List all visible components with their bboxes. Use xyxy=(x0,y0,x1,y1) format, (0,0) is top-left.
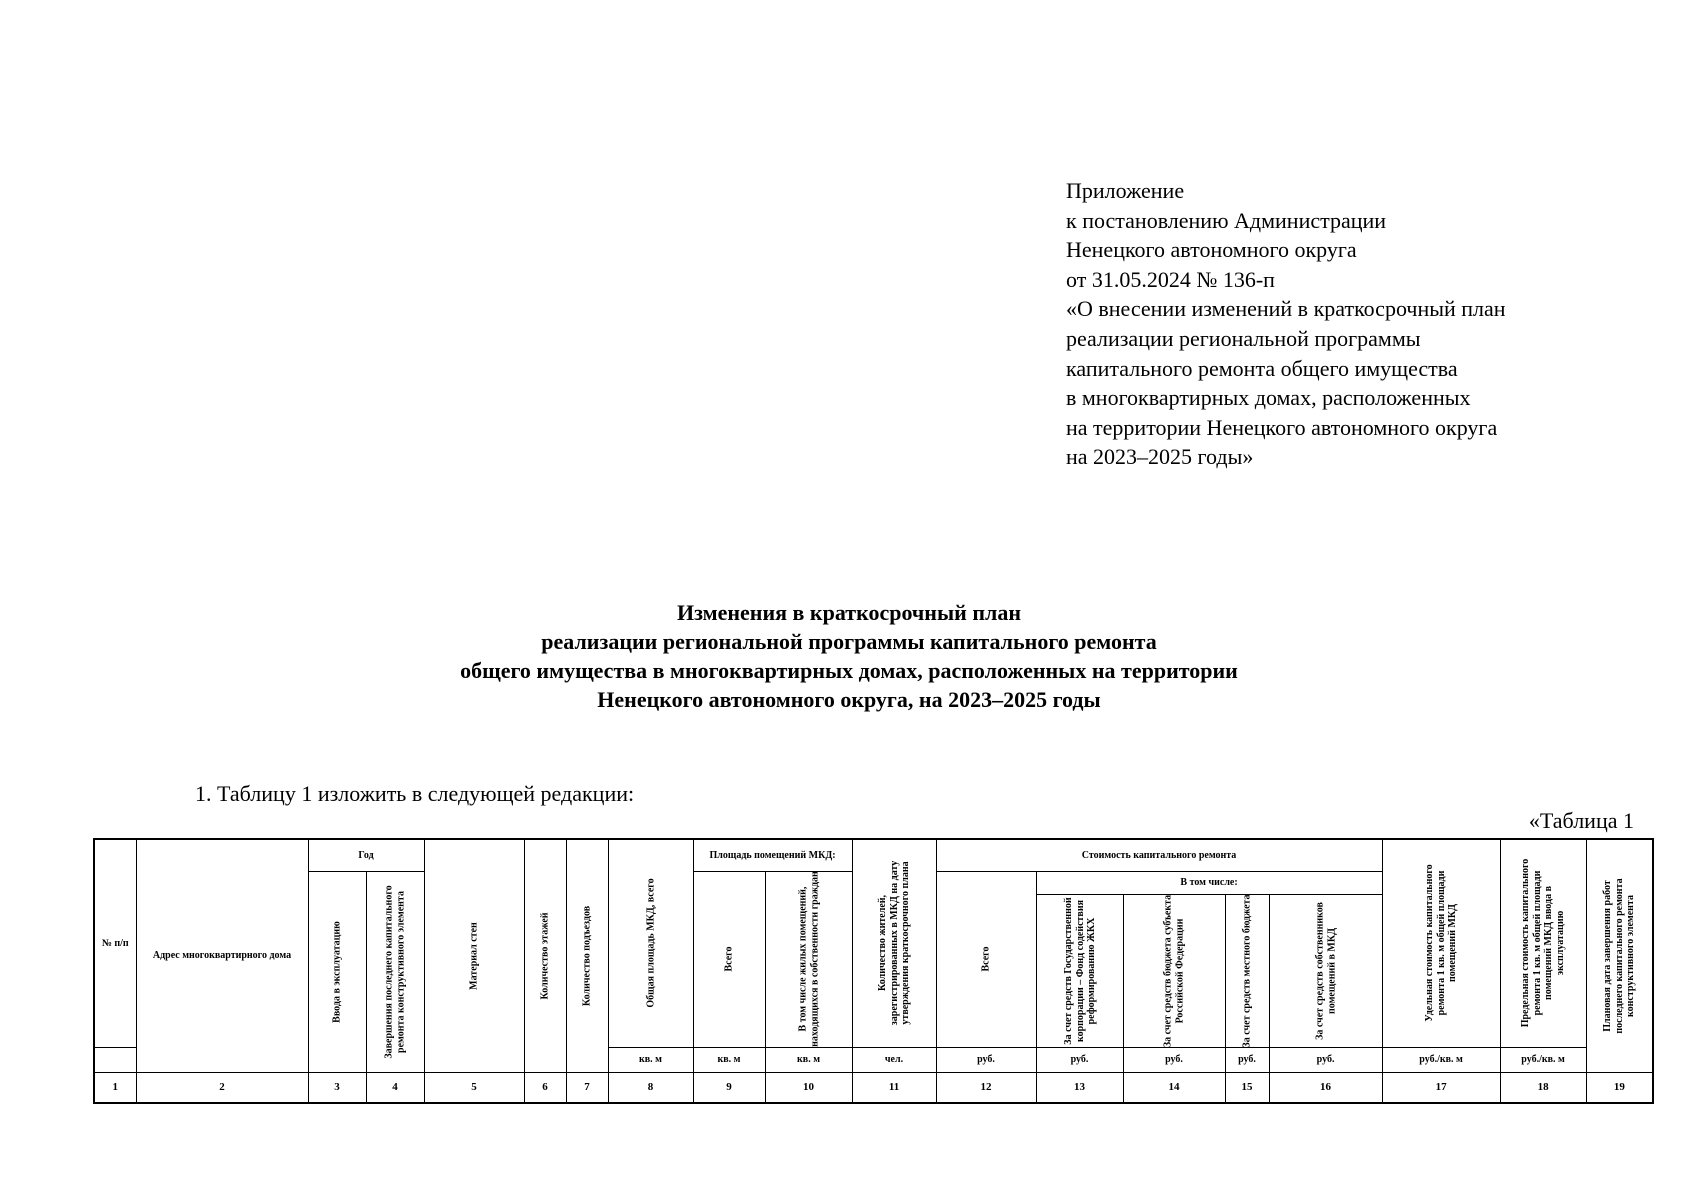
unit-cost-local: руб. xyxy=(1225,1047,1269,1072)
header-floors: Количество этажей xyxy=(524,839,566,1073)
header-limit-cost: Предельная стоимость капитального ремонта 1 кв. м общей площади помещений МКД ввода в эксплуатацию xyxy=(1500,839,1586,1047)
table-label: «Таблица 1 xyxy=(1528,808,1634,833)
header-cost-total: Всего xyxy=(936,871,1036,1047)
column-number: 7 xyxy=(566,1073,608,1103)
column-number: 5 xyxy=(424,1073,524,1103)
header-cost-local: За счет средств местного бюджета xyxy=(1225,895,1269,1048)
list-item-instruction: 1. Таблицу 1 изложить в следующей редакции: xyxy=(195,781,635,806)
column-number: 11 xyxy=(852,1073,936,1103)
unit-residents: чел. xyxy=(852,1047,936,1072)
unit-area-total: кв. м xyxy=(693,1047,765,1072)
unit-total-area: кв. м xyxy=(608,1047,693,1072)
appendix-line: на 2023–2025 годы» xyxy=(1066,444,1254,470)
header-area-total: Всего xyxy=(693,871,765,1047)
column-number: 14 xyxy=(1123,1073,1225,1103)
appendix-line: к постановлению Администрации xyxy=(1066,207,1387,233)
column-number: 1 xyxy=(94,1073,136,1103)
unit-cost-subject: руб. xyxy=(1123,1047,1225,1072)
header-unit-cost: Удельная стоимость капитального ремонта 1 кв. м общей площади помещений МКД xyxy=(1382,839,1500,1047)
unit-limit-cost: руб./кв. м xyxy=(1500,1047,1586,1072)
column-number: 6 xyxy=(524,1073,566,1103)
appendix-line: Приложение xyxy=(1066,178,1185,203)
appendix-line: в многоквартирных домах, расположенных xyxy=(1066,385,1471,411)
header-planned-date: Плановая дата завершения работ последнего капитального ремонта конструктивного элемента xyxy=(1586,839,1653,1073)
appendix-line: «О внесении изменений в краткосрочный план xyxy=(1066,296,1506,322)
appendix-line: капитального ремонта общего имущества xyxy=(1066,355,1458,381)
unit-cost-fund: руб. xyxy=(1036,1047,1123,1072)
unit-cost-owners: руб. xyxy=(1269,1047,1382,1072)
column-number: 3 xyxy=(308,1073,366,1103)
header-address: Адрес многоквартирного дома xyxy=(136,839,308,1073)
title-line: общего имущества в многоквартирных домах, расположенных на территории xyxy=(460,658,1238,683)
appendix-block xyxy=(1066,176,1666,472)
header-area-citizens: В том числе жилых помещений, находящихся в собственности граждан xyxy=(765,871,852,1047)
title-line: Ненецкого автономного округа, на 2023–2025 годы xyxy=(597,687,1101,712)
header-num: № п/п xyxy=(94,839,136,1047)
column-number: 2 xyxy=(136,1073,308,1103)
column-number: 13 xyxy=(1036,1073,1123,1103)
header-year-group: Год xyxy=(308,839,424,871)
unit-unit-cost: руб./кв. м xyxy=(1382,1047,1500,1072)
document-title xyxy=(0,598,1698,714)
header-incl-group: В том числе: xyxy=(1036,871,1382,894)
title-line: Изменения в краткосрочный план xyxy=(676,600,1022,625)
appendix-line: на территории Ненецкого автономного округа xyxy=(1066,414,1498,440)
header-entrances: Количество подъездов xyxy=(566,839,608,1073)
column-number: 16 xyxy=(1269,1073,1382,1103)
header-cost-group: Стоимость капитального ремонта xyxy=(936,839,1382,871)
column-number: 8 xyxy=(608,1073,693,1103)
header-residents: Количество жителей, зарегистрированных в МКД на дату утверждения краткосрочного плана xyxy=(852,839,936,1047)
plan-table xyxy=(93,838,1654,1104)
column-number: 10 xyxy=(765,1073,852,1103)
column-number: 19 xyxy=(1586,1073,1653,1103)
unit-num-empty xyxy=(94,1047,136,1072)
column-number: 18 xyxy=(1500,1073,1586,1103)
header-year-last-repair: Завершения последнего капитального ремонта конструктивного элемента xyxy=(366,871,424,1073)
header-year-commission: Ввода в эксплуатацию xyxy=(308,871,366,1073)
column-number: 15 xyxy=(1225,1073,1269,1103)
title-line: реализации региональной программы капитального ремонта xyxy=(541,629,1157,654)
appendix-line: Ненецкого автономного округа xyxy=(1066,237,1357,263)
column-number: 17 xyxy=(1382,1073,1500,1103)
unit-cost-total: руб. xyxy=(936,1047,1036,1072)
column-number: 4 xyxy=(366,1073,424,1103)
appendix-line: от 31.05.2024 № 136-п xyxy=(1066,266,1275,292)
header-cost-owners: За счет средств собственников помещений в МКД xyxy=(1269,895,1382,1048)
header-cost-subject: За счет средств бюджета субъекта Российской Федерации xyxy=(1123,895,1225,1048)
appendix-line: реализации региональной программы xyxy=(1066,325,1421,351)
unit-area-citizens: кв. м xyxy=(765,1047,852,1072)
header-cost-fund: За счет средств Государственной корпорации – Фонд содействия реформированию ЖКХ xyxy=(1036,895,1123,1048)
header-wall-material: Материал стен xyxy=(424,839,524,1073)
column-number: 12 xyxy=(936,1073,1036,1103)
column-number: 9 xyxy=(693,1073,765,1103)
header-total-area: Общая площадь МКД, всего xyxy=(608,839,693,1047)
header-area-group: Площадь помещений МКД: xyxy=(693,839,852,871)
